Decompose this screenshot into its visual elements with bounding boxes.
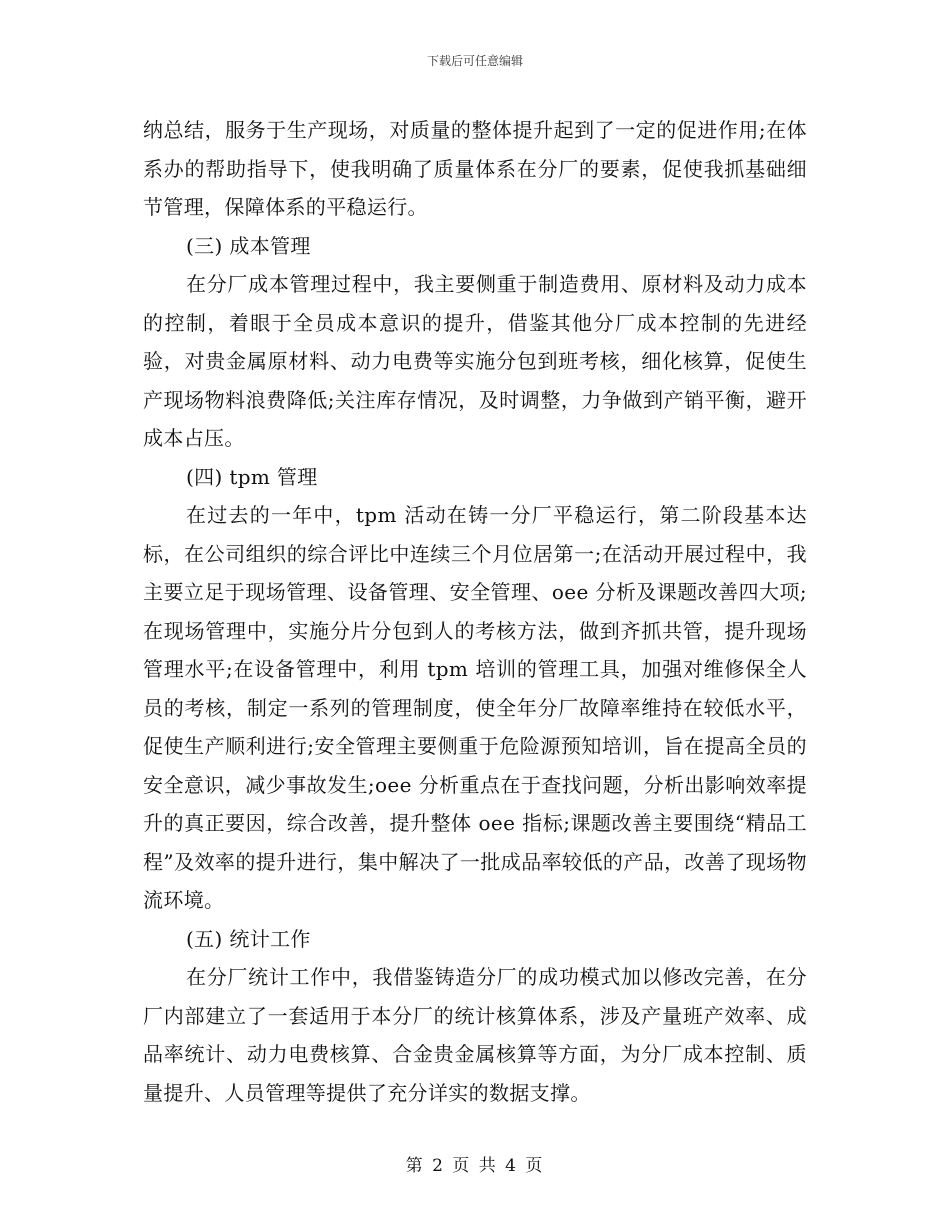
section-heading-cost-management: (三) 成本管理	[186, 233, 311, 258]
paragraph-tpm-management: 在过去的一年中，tpm 活动在铸一分厂平稳运行，第二阶段基本达标，在公司组织的综合评比中连续三个月位居第一;在活动开展过程中，我主要立足于现场管理、设备管理、安全管理、oee 分析及课题改善四大项;在现场管理中，实施分片分包到人的考核方法，做到齐抓共管，提升现场管理水平;在设备管理中，利用 tpm 培训的管理工具，加强对维修保全人员的考核，制定一系列的管理制度，使全年分厂故障率维持在较低水平，促使生产顺利进行;安全管理主要侧重于危险源预知培训，旨在提高全员的安全意识，减少事故发生;oee 分析重点在于查找问题，分析出影响效率提升的真正要因，综合改善，提升整体 oee 指标;课题改善主要围绕“精品工程”及效率的提升进行，集中解决了一批成品率较低的产品，改善了现场物流环境。	[143, 503, 807, 912]
paragraph-quality-summary: 纳总结，服务于生产现场，对质量的整体提升起到了一定的促进作用;在体系办的帮助指导下，使我明确了质量体系在分厂的要素，促使我抓基础细节管理，保障体系的平稳运行。	[143, 118, 807, 219]
section-heading-tpm-management: (四) tpm 管理	[186, 464, 318, 489]
document-body	[143, 111, 807, 1112]
section-heading-statistics-work: (五) 统计工作	[186, 926, 311, 951]
page-number: 第 2 页 共 4 页	[405, 1156, 545, 1176]
paragraph-statistics-work: 在分厂统计工作中，我借鉴铸造分厂的成功模式加以修改完善，在分厂内部建立了一套适用于本分厂的统计核算体系，涉及产量班产效率、成品率统计、动力电费核算、合金贵金属核算等方面，为分厂成本控制、质量提升、人员管理等提供了充分详实的数据支撑。	[143, 965, 807, 1105]
paragraph-cost-management: 在分厂成本管理过程中，我主要侧重于制造费用、原材料及动力成本的控制，着眼于全员成本意识的提升，借鉴其他分厂成本控制的先进经验，对贵金属原材料、动力电费等实施分包到班考核，细化核算，促使生产现场物料浪费降低;关注库存情况，及时调整，力争做到产销平衡，避开成本占压。	[143, 272, 807, 450]
header-note: 下载后可任意编辑	[426, 54, 523, 68]
